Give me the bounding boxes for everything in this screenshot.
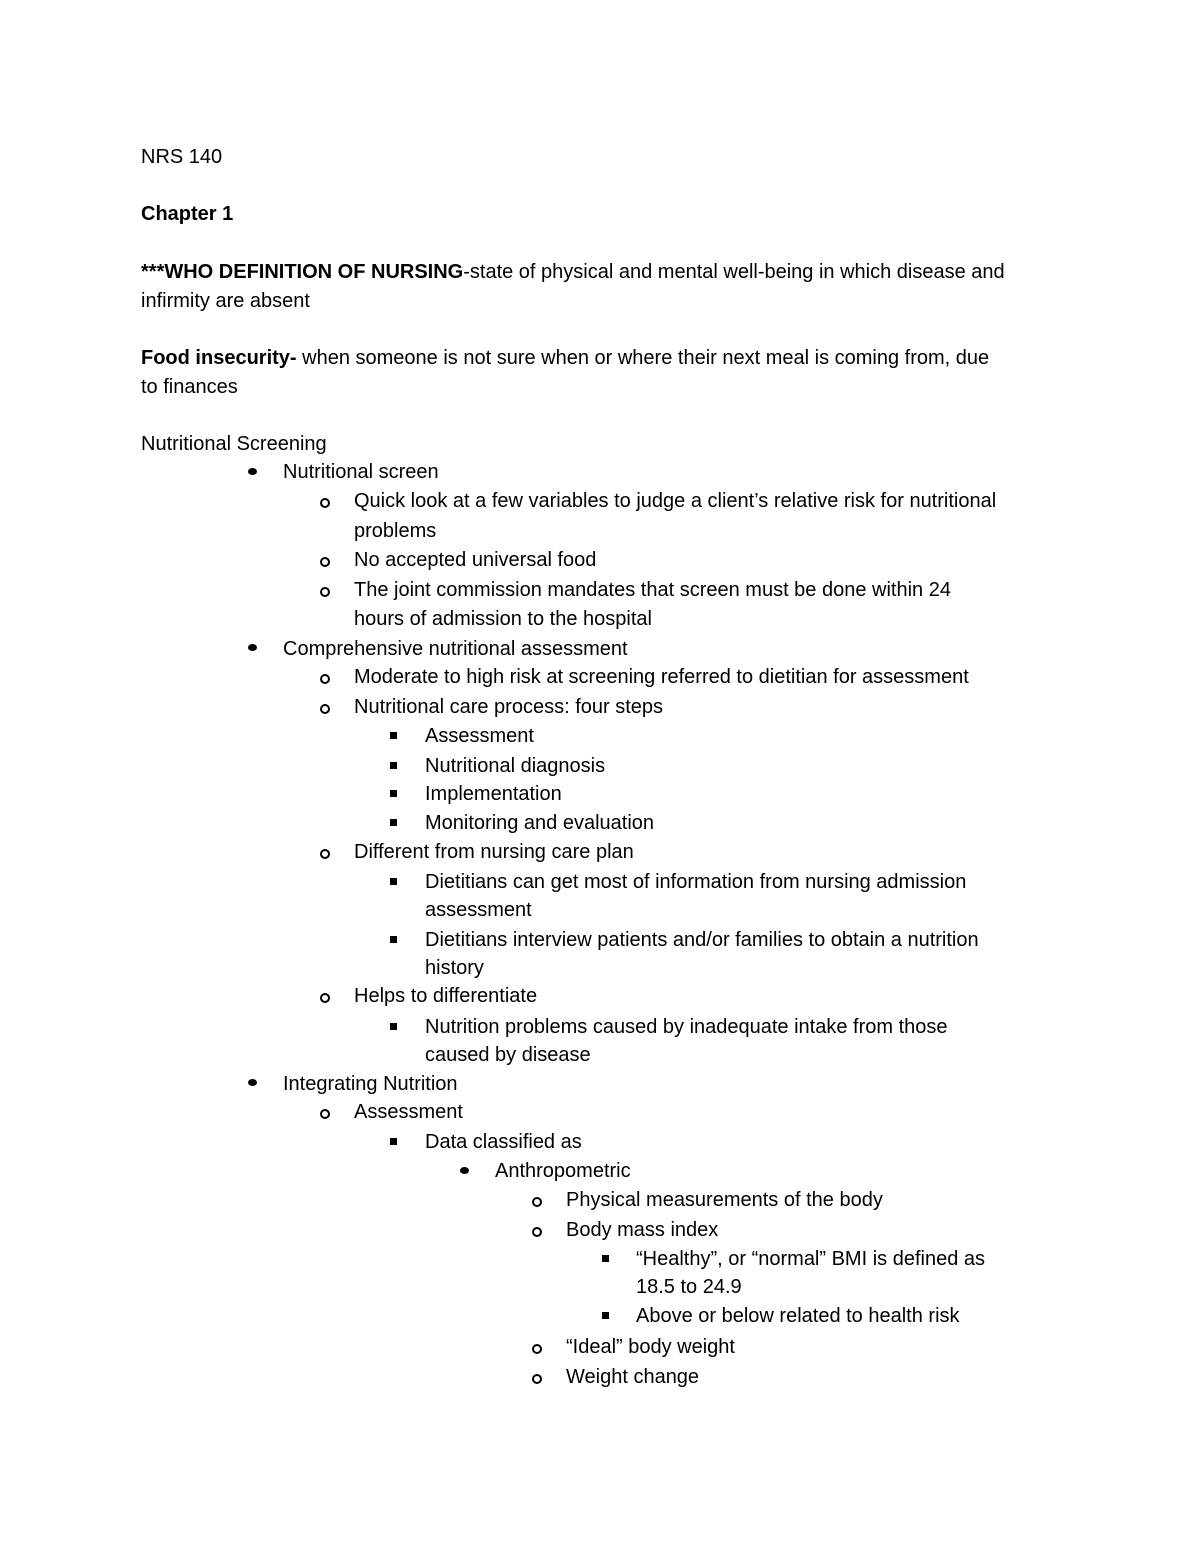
square-bullet-icon	[602, 1312, 609, 1319]
list-item: Different from nursing care plan	[354, 841, 634, 863]
food-insecurity-text: when someone is not sure when or where their next meal is coming from, due	[296, 347, 990, 369]
list-item: The joint commission mandates that screen must be done within 24	[354, 579, 951, 601]
square-bullet-icon	[390, 732, 397, 739]
square-bullet-icon	[390, 878, 397, 885]
list-item: Dietitians interview patients and/or families to obtain a nutrition	[425, 929, 979, 951]
circle-bullet-icon	[320, 993, 330, 1003]
list-item-continuation: hours of admission to the hospital	[354, 608, 652, 630]
who-definition-term: ***WHO DEFINITION OF NURSING	[141, 261, 464, 283]
list-item: Physical measurements of the body	[566, 1189, 883, 1211]
section-heading: Nutritional Screening	[141, 433, 327, 455]
list-item: No accepted universal food	[354, 549, 597, 571]
list-item: Comprehensive nutritional assessment	[283, 638, 628, 660]
list-item-continuation: problems	[354, 520, 437, 542]
list-item: Integrating Nutrition	[283, 1073, 458, 1095]
circle-bullet-icon	[320, 849, 330, 859]
list-item: Nutrition problems caused by inadequate intake from those	[425, 1016, 948, 1038]
square-bullet-icon	[390, 936, 397, 943]
disc-bullet-icon	[248, 644, 257, 651]
circle-bullet-icon	[320, 498, 330, 508]
disc-bullet-icon	[248, 468, 257, 475]
who-definition-text: -state of physical and mental well-being in which disease and	[463, 261, 1005, 283]
list-item: Nutritional diagnosis	[425, 755, 606, 777]
list-item-continuation: 18.5 to 24.9	[636, 1276, 742, 1298]
food-insecurity-continuation: to finances	[141, 376, 238, 398]
list-item: Nutritional care process: four steps	[354, 696, 664, 718]
circle-bullet-icon	[320, 704, 330, 714]
list-item: Dietitians can get most of information from nursing admission	[425, 871, 967, 893]
list-item-continuation: caused by disease	[425, 1044, 591, 1066]
list-item-continuation: history	[425, 957, 484, 979]
circle-bullet-icon	[320, 1109, 330, 1119]
list-item: Body mass index	[566, 1219, 719, 1241]
food-insecurity-term: Food insecurity-	[141, 347, 297, 369]
square-bullet-icon	[390, 762, 397, 769]
disc-bullet-icon	[248, 1079, 257, 1086]
square-bullet-icon	[602, 1255, 609, 1262]
list-item: Helps to differentiate	[354, 985, 538, 1007]
list-item: Above or below related to health risk	[636, 1305, 960, 1327]
square-bullet-icon	[390, 1138, 397, 1145]
food-insecurity-definition	[141, 346, 989, 370]
circle-bullet-icon	[320, 557, 330, 567]
list-item: Weight change	[566, 1366, 700, 1388]
disc-bullet-icon	[460, 1167, 469, 1174]
list-item-continuation: assessment	[425, 899, 532, 921]
square-bullet-icon	[390, 819, 397, 826]
list-item: Data classified as	[425, 1131, 582, 1153]
list-item: Moderate to high risk at screening referred to dietitian for assessment	[354, 666, 969, 688]
list-item: Assessment	[425, 725, 534, 747]
list-item: Assessment	[354, 1101, 463, 1123]
list-item: Anthropometric	[495, 1160, 631, 1182]
circle-bullet-icon	[532, 1374, 542, 1384]
circle-bullet-icon	[320, 674, 330, 684]
list-item: Quick look at a few variables to judge a client’s relative risk for nutritional	[354, 490, 997, 512]
who-definition-continuation: infirmity are absent	[141, 290, 310, 312]
list-item: Monitoring and evaluation	[425, 812, 655, 834]
circle-bullet-icon	[532, 1227, 542, 1237]
chapter-heading: Chapter 1	[141, 203, 234, 225]
circle-bullet-icon	[532, 1197, 542, 1207]
who-definition	[141, 260, 1005, 284]
circle-bullet-icon	[532, 1344, 542, 1354]
square-bullet-icon	[390, 790, 397, 797]
list-item: Implementation	[425, 783, 562, 805]
square-bullet-icon	[390, 1023, 397, 1030]
list-item: “Healthy”, or “normal” BMI is defined as	[636, 1248, 986, 1270]
circle-bullet-icon	[320, 587, 330, 597]
list-item: Nutritional screen	[283, 461, 439, 483]
list-item: “Ideal” body weight	[566, 1336, 735, 1358]
course-title: NRS 140	[141, 146, 223, 168]
